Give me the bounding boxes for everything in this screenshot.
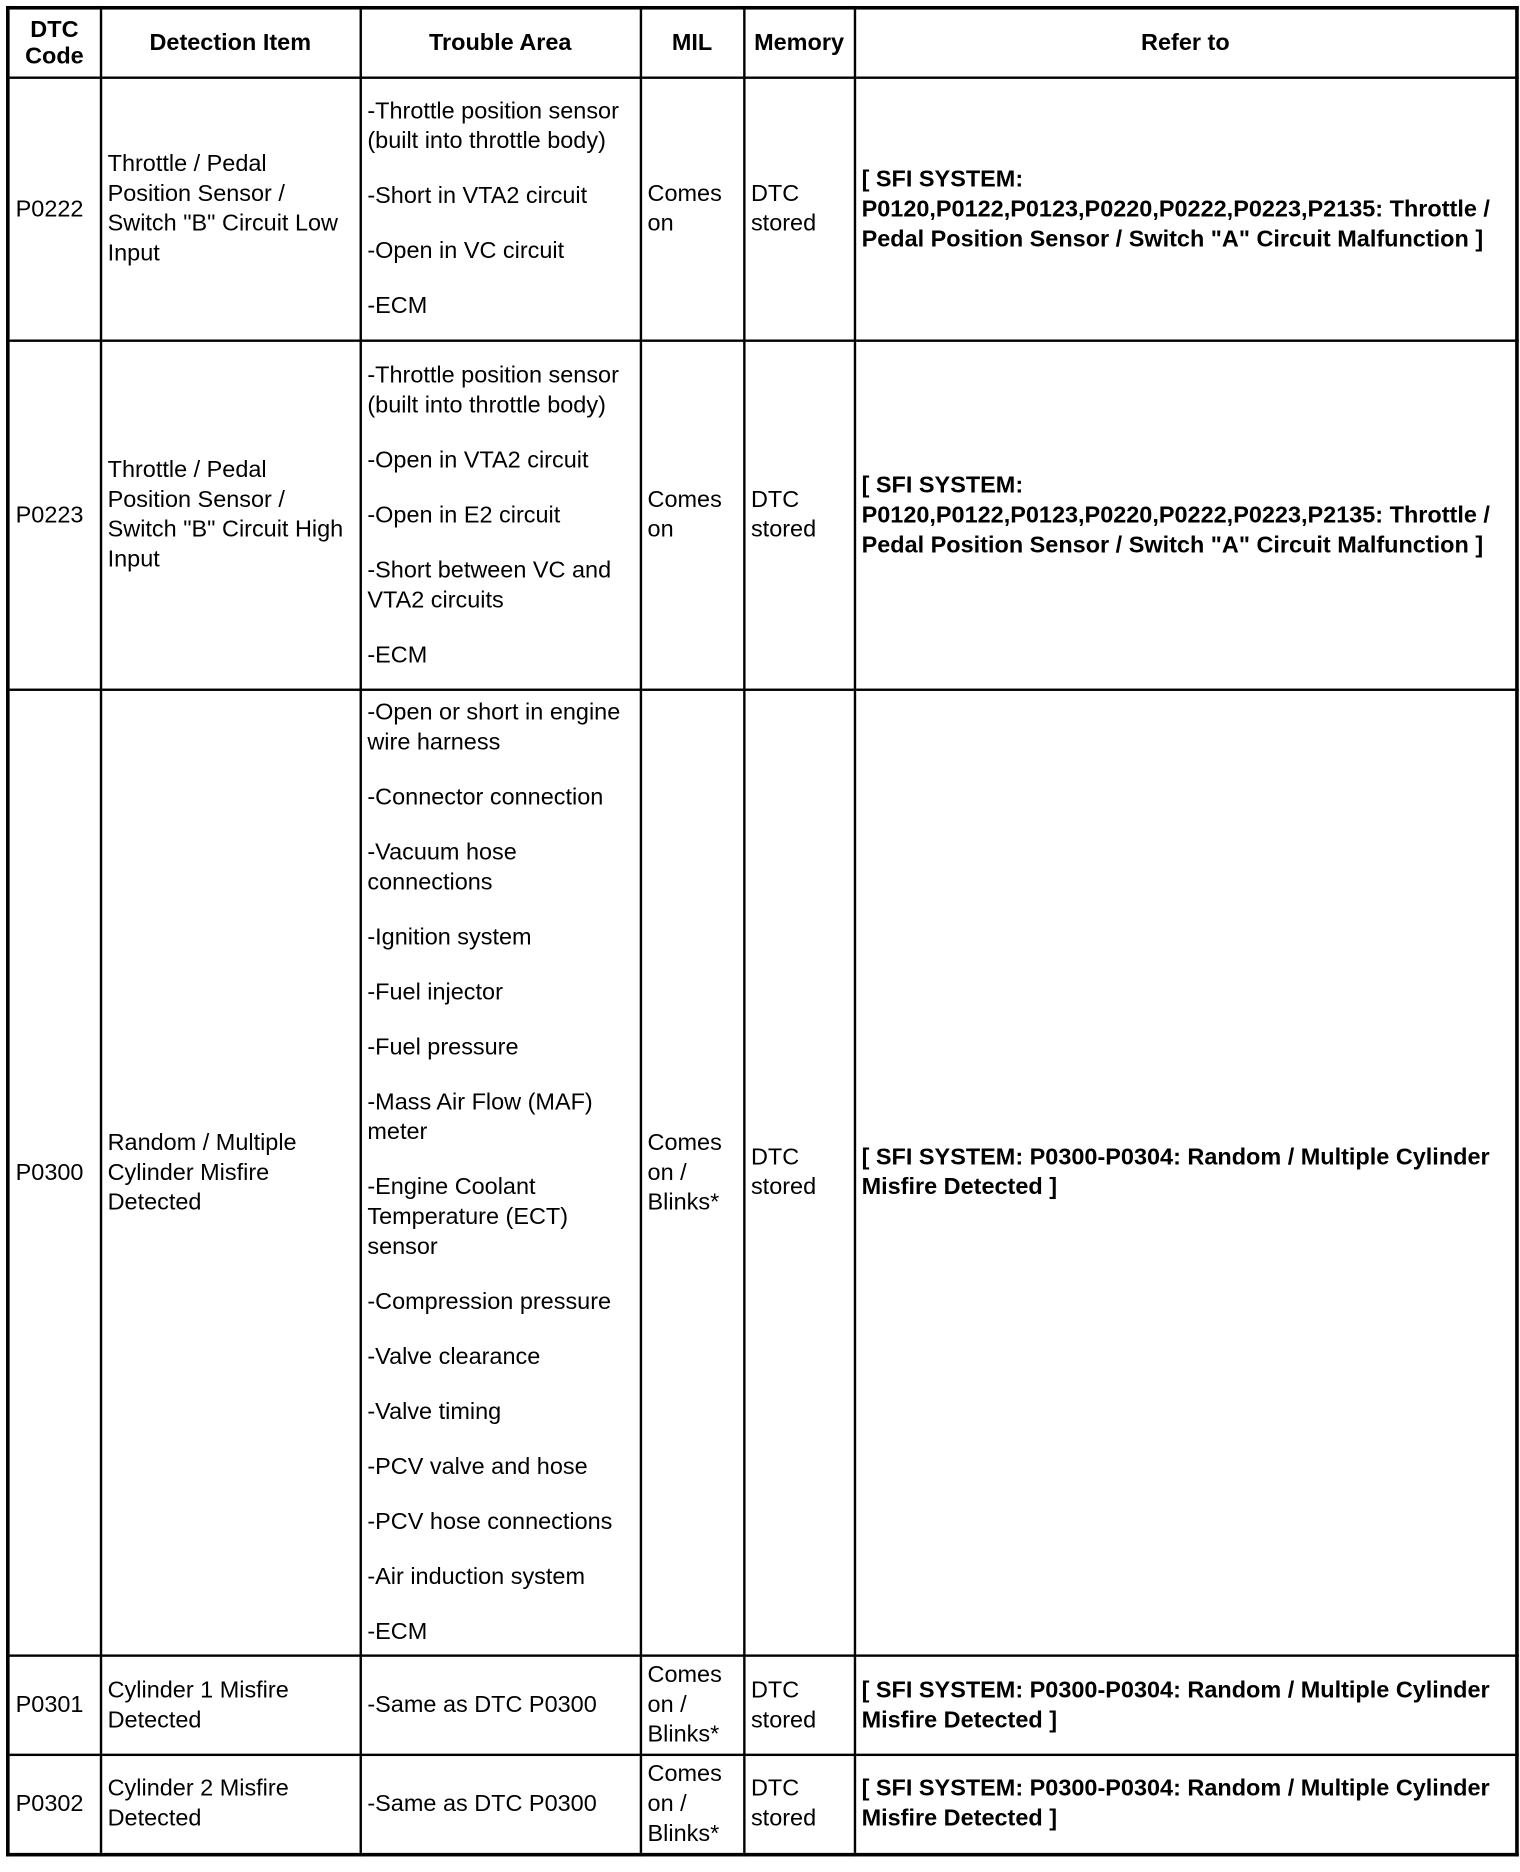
memory-status: DTC stored — [744, 341, 855, 690]
trouble-item: -Short in VTA2 circuit — [367, 182, 588, 210]
mil-status: Comes on — [640, 78, 743, 341]
header-trouble-area: Trouble Area — [360, 8, 640, 78]
refer-to-link[interactable]: [ SFI SYSTEM: P0120,P0122,P0123,P0220,P0222,P0223,P2135: Throttle / Pedal Position Sensor / Switch "A" Circuit Malfunction ] — [854, 341, 1517, 690]
header-memory: Memory — [744, 8, 855, 78]
dtc-code: P0302 — [8, 1755, 101, 1854]
mil-status: Comes on / Blinks* — [640, 1656, 743, 1755]
trouble-item: -Ignition system — [367, 924, 532, 951]
trouble-item: -Open in E2 circuit — [367, 501, 561, 528]
dtc-code: P0223 — [8, 341, 101, 690]
trouble-item: -Compression pressure — [367, 1288, 612, 1315]
trouble-area — [360, 1755, 640, 1854]
trouble-item: -Fuel injector — [367, 979, 503, 1006]
trouble-item: -ECM — [367, 1618, 428, 1645]
refer-to-link[interactable]: [ SFI SYSTEM: P0300-P0304: Random / Multiple Cylinder Misfire Detected ] — [854, 690, 1517, 1656]
detection-item: Throttle / Pedal Position Sensor / Switch "B" Circuit Low Input — [100, 78, 360, 341]
refer-to-link[interactable]: [ SFI SYSTEM: P0120,P0122,P0123,P0220,P0222,P0223,P2135: Throttle / Pedal Position Sensor / Switch "A" Circuit Malfunction ] — [854, 78, 1517, 341]
trouble-item: -Engine Coolant Temperature (ECT) sensor — [367, 1173, 569, 1260]
trouble-item: -ECM — [367, 292, 428, 320]
table-row — [8, 690, 1517, 1656]
header-dtc-code: DTC Code — [8, 8, 101, 78]
table-row — [8, 1656, 1517, 1755]
detection-item: Random / Multiple Cylinder Misfire Detected — [100, 690, 360, 1656]
header-detection-item: Detection Item — [100, 8, 360, 78]
trouble-item: -Throttle position sensor (built into throttle body) — [367, 361, 619, 418]
refer-to-link[interactable]: [ SFI SYSTEM: P0300-P0304: Random / Multiple Cylinder Misfire Detected ] — [854, 1755, 1517, 1854]
trouble-item: -PCV valve and hose — [367, 1453, 588, 1480]
memory-status: DTC stored — [744, 1755, 855, 1854]
detection-item: Cylinder 2 Misfire Detected — [100, 1755, 360, 1854]
trouble-area — [360, 78, 640, 341]
memory-status: DTC stored — [744, 1656, 855, 1755]
table-row — [8, 78, 1517, 341]
mil-status: Comes on — [640, 341, 743, 690]
header-mil: MIL — [640, 8, 743, 78]
trouble-item: -Same as DTC P0300 — [367, 1790, 597, 1817]
refer-to-link[interactable]: [ SFI SYSTEM: P0300-P0304: Random / Multiple Cylinder Misfire Detected ] — [854, 1656, 1517, 1755]
memory-status: DTC stored — [744, 690, 855, 1656]
mil-status: Comes on / Blinks* — [640, 690, 743, 1656]
detection-item: Cylinder 1 Misfire Detected — [100, 1656, 360, 1755]
trouble-area — [360, 1656, 640, 1755]
table-row — [8, 1755, 1517, 1854]
trouble-item: -Vacuum hose connections — [367, 839, 517, 896]
dtc-code: P0222 — [8, 78, 101, 341]
trouble-item: -Open in VTA2 circuit — [367, 446, 589, 473]
trouble-item: -Connector connection — [367, 784, 604, 811]
trouble-item: -Same as DTC P0300 — [367, 1691, 597, 1718]
table-row — [8, 341, 1517, 690]
detection-item: Throttle / Pedal Position Sensor / Switch "B" Circuit High Input — [100, 341, 360, 690]
header-refer-to: Refer to — [854, 8, 1517, 78]
trouble-area — [360, 690, 640, 1656]
trouble-item: -PCV hose connections — [367, 1508, 613, 1535]
trouble-item: -Valve clearance — [367, 1343, 541, 1370]
trouble-item: -Fuel pressure — [367, 1034, 519, 1061]
memory-status: DTC stored — [744, 78, 855, 341]
trouble-item: -Open or short in engine wire harness — [367, 699, 621, 756]
mil-status: Comes on / Blinks* — [640, 1755, 743, 1854]
trouble-item: -Mass Air Flow (MAF) meter — [367, 1089, 593, 1146]
trouble-item: -Short between VC and VTA2 circuits — [367, 556, 612, 613]
trouble-item: -ECM — [367, 641, 428, 668]
dtc-code: P0300 — [8, 690, 101, 1656]
trouble-item: -Throttle position sensor (built into throttle body) — [367, 98, 619, 155]
trouble-item: -Air induction system — [367, 1563, 585, 1590]
dtc-table — [6, 6, 1519, 1856]
dtc-code: P0301 — [8, 1656, 101, 1755]
trouble-item: -Valve timing — [367, 1398, 502, 1425]
table-header-row — [8, 8, 1517, 78]
trouble-area — [360, 341, 640, 690]
trouble-item: -Open in VC circuit — [367, 237, 565, 265]
